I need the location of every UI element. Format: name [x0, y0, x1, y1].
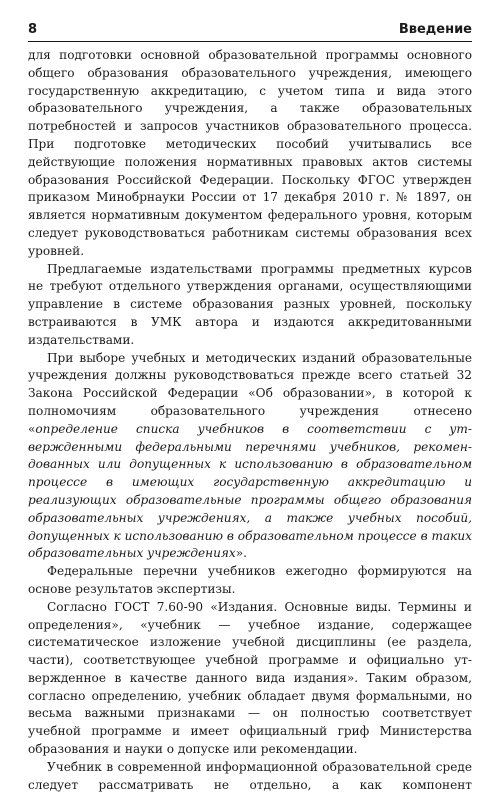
- paragraph-3-text: При выборе учебных и методических изданий образовательные учреждения должны руководствоваться прежде всего статьей 32 Закона Российской Федерации «Об образовании», в которой к полномочиям образовательного учреждения отнесено «: [28, 350, 472, 436]
- paragraph-1-text: для подготовки основной образовательной программы основного общего образования образовательного учреждения, имеющего государственную аккредитацию, с учетом типа и вида этого образовательного учреждения, а также образовательных потребностей и запросов участников образовательного процесса. При подготовке методических пособий учитывались все действующие положения нормативных правовых актов системы образования Российской Федерации. Поскольку ФГОС утвержден приказом Минобрнауки России от 17 декабря 2010 г. № 1897, он является нормативным документом федерального уровня, которым следует руководствоваться работникам системы образования всех уровней.: [28, 48, 472, 258]
- paragraph-6: [28, 759, 472, 795]
- paragraph-1: [28, 47, 472, 261]
- header-rule: [28, 41, 472, 42]
- paragraph-2-text: Предлагаемые издательствами программы предметных курсов не требуют отдельного утверждения органами, осуществляющими управление в системе образования разных уровней, поскольку встраиваются в УМК автора и издаются аккредитованными издательствами.: [28, 261, 472, 347]
- page-number: 8: [28, 22, 38, 37]
- paragraph-3-quote-end: ».: [235, 546, 247, 561]
- paragraph-6-text: Учебник в современной информационной образовательной среде следует рассматривать не отдельно, а как компонент: [28, 759, 472, 792]
- paragraph-3-quote: определение списка учебников в соответствии с утвержденными федеральными перечнями учебников, рекомендованных или допущенных к использованию в образовательном процессе в имеющих государственную аккредитацию и реализующих образовательные программы общего образования образовательных учреждениях, а также учебных пособий, допущенных к использованию в образовательном процессе в таких образовательных учреждениях: [28, 421, 472, 561]
- section-title: Введение: [398, 22, 472, 37]
- book-page: [28, 22, 472, 794]
- paragraph-5: [28, 599, 472, 759]
- paragraph-4: [28, 563, 472, 599]
- paragraph-4-text: Федеральные перечни учебников ежегодно формируются на основе результатов экспертизы.: [28, 564, 472, 596]
- running-head: [28, 22, 472, 38]
- body-text: [28, 47, 472, 794]
- paragraph-2: [28, 261, 472, 350]
- paragraph-3: [28, 350, 472, 564]
- paragraph-5-text: Согласно ГОСТ 7.60-90 «Издания. Основные виды. Термины и определения», «учебник — учебное издание, содержащее систематическое изложение учебной дисциплины (ее раздела, части), соответствующее учебной программе и официально утвержденное в качестве данного вида издания». Таким образом, согласно определению, учебник обладает двумя формальными, но весьма важными признаками — он полностью соответствует учебной программе и имеет официальный гриф Министерства образования и науки о допуске или рекомендации.: [28, 599, 472, 757]
